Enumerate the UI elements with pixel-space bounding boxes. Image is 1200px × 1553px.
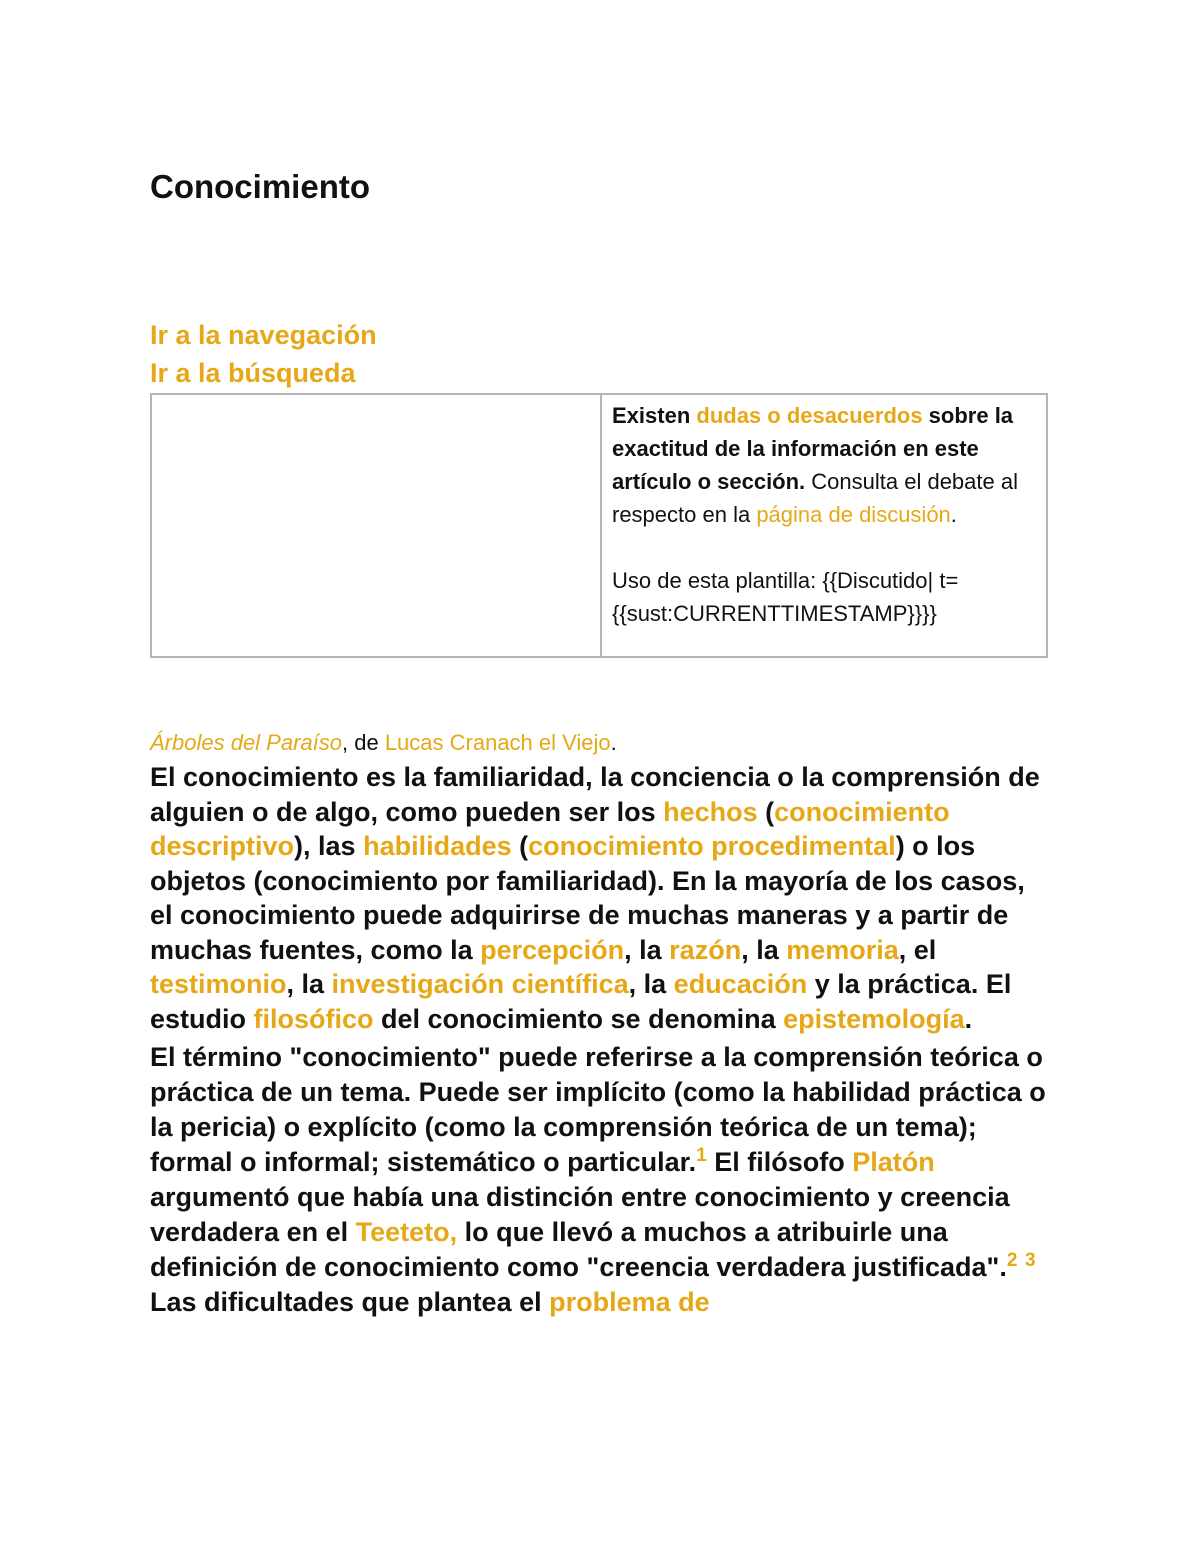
- link-epistemologia[interactable]: epistemología: [783, 1003, 965, 1034]
- image-caption: Árboles del Paraíso, de Lucas Cranach el Viejo.: [150, 730, 617, 755]
- link-memoria[interactable]: memoria: [786, 934, 899, 965]
- link-testimonio[interactable]: testimonio: [150, 969, 287, 999]
- artwork-link[interactable]: Árboles del Paraíso: [150, 730, 342, 755]
- link-conocimiento-descriptivo[interactable]: conocimiento descriptivo: [150, 796, 950, 861]
- disputed-notice-box: [150, 393, 1048, 658]
- link-platon[interactable]: Platón: [852, 1147, 935, 1177]
- reference-3[interactable]: 3: [1024, 1250, 1036, 1271]
- notice-message: Existen dudas o desacuerdos sobre la exactitud de la información en este artículo o sección. Consulta el debate al respecto en la página de discusión.: [612, 403, 1018, 527]
- notice-text-cell: [602, 395, 1046, 656]
- disputes-link[interactable]: dudas o desacuerdos: [696, 403, 923, 428]
- skip-to-search-link[interactable]: Ir a la búsqueda: [150, 358, 356, 388]
- link-teeteto[interactable]: Teeteto,: [355, 1217, 458, 1247]
- skip-to-navigation-link[interactable]: Ir a la navegación: [150, 320, 377, 350]
- link-conocimiento-procedimental[interactable]: conocimiento procedimental: [528, 831, 896, 861]
- link-percepcion[interactable]: percepción: [480, 934, 625, 965]
- paragraph-term: El término "conocimiento" puede referirse a la comprensión teórica o práctica de un tema. Puede ser implícito (como la habilidad práctica o la pericia) o explícito (como la comprensión teórica de un tema); formal o informal; sistemático o particular.$^1$ El filósofo Platón argumentó que había una distinción entre conocimiento y creencia verdadera en el Teeteto, lo que llevó a muchos a atribuirle una definición de conocimiento como "creencia verdadera justificada".$^2$ $^3$ Las dificultades que plantea el problema de: [150, 1042, 1046, 1317]
- link-habilidades[interactable]: habilidades: [363, 831, 512, 861]
- artist-link[interactable]: Lucas Cranach el Viejo: [384, 730, 611, 755]
- link-educacion[interactable]: educación: [673, 969, 808, 999]
- talk-page-link[interactable]: página de discusión: [756, 502, 951, 527]
- link-hechos[interactable]: hechos: [663, 796, 758, 827]
- reference-1[interactable]: 1: [696, 1145, 707, 1166]
- notice-image-cell: [152, 395, 602, 656]
- reference-2[interactable]: 2: [1006, 1250, 1018, 1271]
- link-filosofico[interactable]: filosófico: [253, 1003, 374, 1034]
- link-razon[interactable]: razón: [669, 934, 742, 965]
- page-title: Conocimiento: [150, 168, 370, 205]
- notice-text: Existen dudas o desacuerdos sobre la exactitud de la información en este artículo o sección.: [612, 403, 1014, 494]
- template-usage: Uso de esta plantilla: {{Discutido| t={{sust:CURRENTTIMESTAMP}}}}: [612, 568, 959, 626]
- link-investigacion-cientifica[interactable]: investigación científica: [331, 969, 629, 999]
- link-problema[interactable]: problema de: [549, 1287, 710, 1317]
- article-body: [150, 760, 1050, 1324]
- skip-links: [150, 316, 377, 392]
- paragraph-intro: El conocimiento es la familiaridad, la conciencia o la comprensión de alguien o de algo, como pueden ser los hechos (conocimiento descriptivo), las habilidades (conocimiento procedimental) o los objetos (conocimiento por familiaridad). En la mayoría de los casos, el conocimiento puede adquirirse de muchas maneras y a partir de muchas fuentes, como la percepción, la razón, la memoria, el testimonio, la investigación científica, la educación y la práctica. El estudio filosófico del conocimiento se denomina epistemología.: [150, 762, 1040, 1034]
